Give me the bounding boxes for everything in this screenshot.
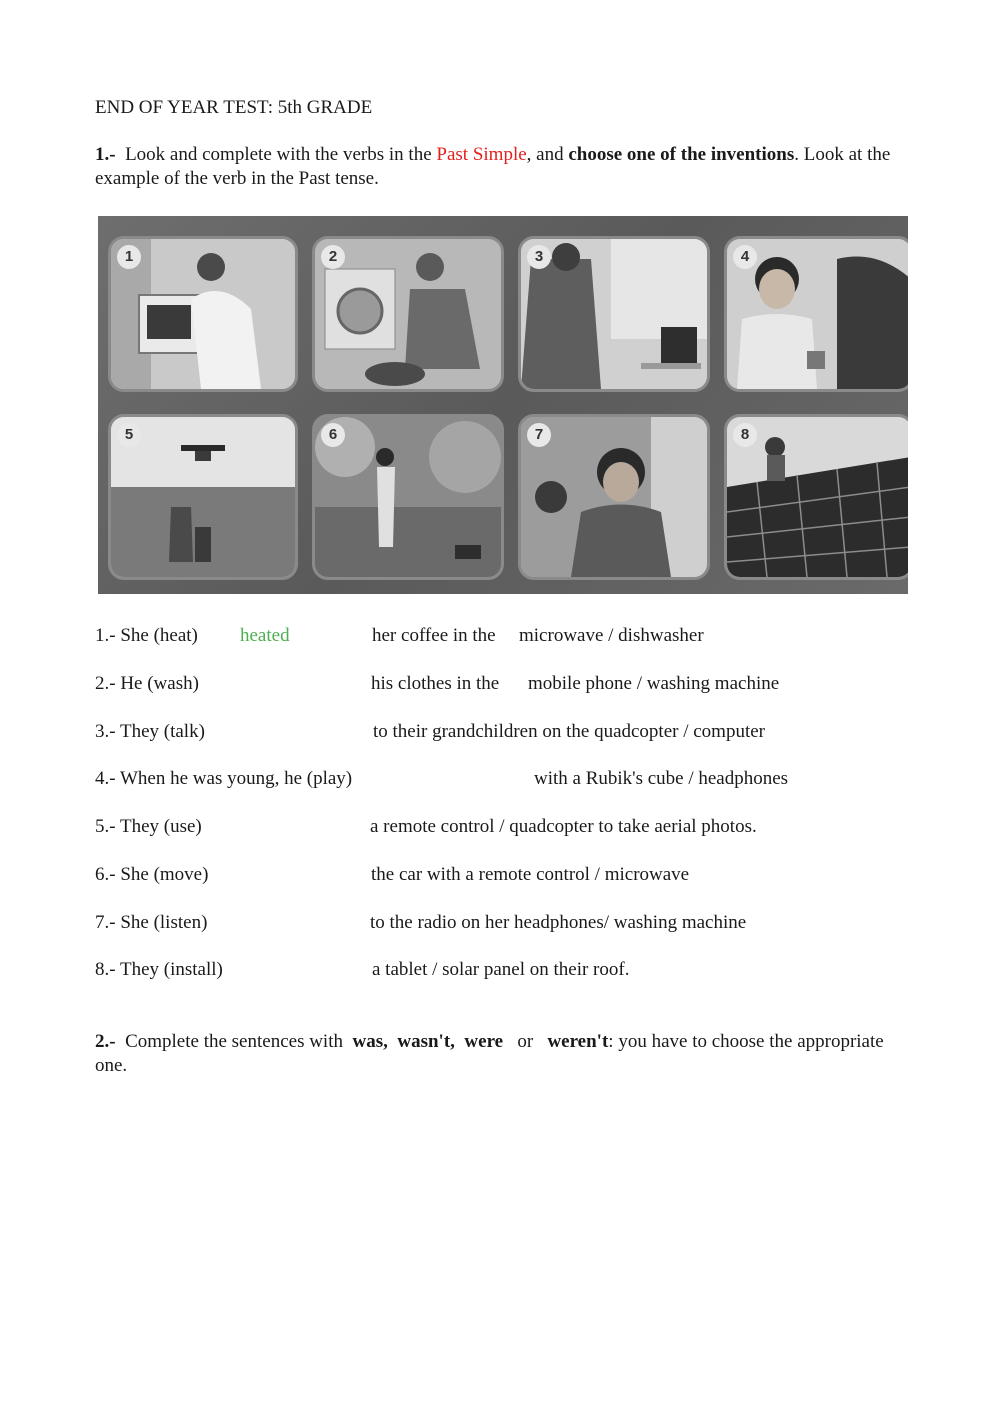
photo-panel-7 xyxy=(518,414,710,580)
photo-number: 6 xyxy=(321,423,345,447)
row-8-rest: a tablet / solar panel on their roof. xyxy=(372,959,630,980)
row-5-rest: a remote control / quadcopter to take aerial photos. xyxy=(370,816,757,837)
word-wasnt: wasn't, xyxy=(397,1031,455,1052)
row-3-prompt: 3.- They (talk) xyxy=(95,721,205,742)
instruction-part-b: , and xyxy=(526,144,564,165)
row-2-choices: mobile phone / washing machine xyxy=(528,673,780,694)
photo-number: 8 xyxy=(733,423,757,447)
photo-number: 1 xyxy=(117,245,141,269)
instruction-bold: choose one of the inventions xyxy=(568,144,795,165)
photo-panel-4 xyxy=(724,236,908,392)
instruction-part-a: Look and complete with the verbs in the xyxy=(125,144,432,165)
exercise2-number: 2.- xyxy=(95,1031,116,1052)
word-or: or xyxy=(517,1031,534,1052)
row-2-prompt: 2.- He (wash) xyxy=(95,673,199,694)
row-7-rest: to the radio on her headphones/ washing machine xyxy=(370,912,747,933)
photo-panel-2 xyxy=(312,236,504,392)
photo-panel-6 xyxy=(312,414,504,580)
photo-panel-8 xyxy=(724,414,908,580)
row-1-rest: her coffee in the xyxy=(372,625,496,646)
exercise1-number: 1.- xyxy=(95,144,116,165)
row-7-prompt: 7.- She (listen) xyxy=(95,912,208,933)
row-1-prompt: 1.- She (heat) xyxy=(95,625,198,646)
row-4-prompt: 4.- When he was young, he (play) xyxy=(95,768,353,789)
instruction-part-c: . Look at the example of the verb in the Past tense. xyxy=(95,144,891,189)
photo-panel-5 xyxy=(108,414,298,580)
exercise2-part-a: Complete the sentences with xyxy=(125,1031,343,1052)
tense-highlight: Past Simple xyxy=(436,144,527,165)
photo-panel-3 xyxy=(518,236,710,392)
row-5-prompt: 5.- They (use) xyxy=(95,816,202,837)
row-1-choices: microwave / dishwasher xyxy=(519,625,704,646)
inventions-photo-grid xyxy=(98,216,908,594)
exercise2-part-b: : you have to choose the appropriate one. xyxy=(95,1031,884,1076)
row-6-rest: the car with a remote control / microwave xyxy=(371,864,690,885)
photo-number: 3 xyxy=(527,245,551,269)
photo-number: 2 xyxy=(321,245,345,269)
photo-number: 4 xyxy=(733,245,757,269)
word-was: was, xyxy=(352,1031,388,1052)
photo-panel-1 xyxy=(108,236,298,392)
exercise2-instruction xyxy=(95,1030,915,1078)
word-werent: weren't xyxy=(547,1031,609,1052)
page-title: END OF YEAR TEST: 5th GRADE xyxy=(95,97,373,118)
row-8-prompt: 8.- They (install) xyxy=(95,959,223,980)
row-2-rest: his clothes in the xyxy=(371,673,500,694)
row-6-prompt: 6.- She (move) xyxy=(95,864,209,885)
word-were: were xyxy=(464,1031,504,1052)
photo-number: 5 xyxy=(117,423,141,447)
photo-number: 7 xyxy=(527,423,551,447)
row-1-answer[interactable]: heated xyxy=(240,625,290,646)
exercise1-instruction xyxy=(95,143,915,191)
row-4-rest: with a Rubik's cube / headphones xyxy=(534,768,789,789)
row-3-rest: to their grandchildren on the quadcopter / computer xyxy=(373,721,766,742)
